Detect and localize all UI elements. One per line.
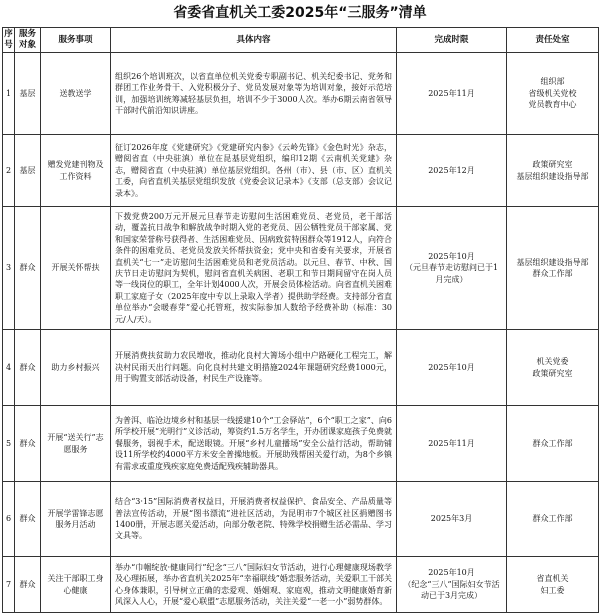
row-target: 群众	[15, 557, 41, 613]
header-target: 服务对象	[15, 28, 41, 53]
row-no: 5	[3, 406, 15, 482]
table-row	[3, 330, 599, 406]
table-row	[3, 406, 599, 482]
header-item: 服务事项	[41, 28, 111, 53]
row-item: 开展关怀帮扶	[41, 207, 111, 330]
row-content: 下拨党费200万元开展元旦春节走访慰问生活困难党员、老党员，老干部活动，覆盖抗日战争和解放战争时期入党的老党员、因公牺牲党员干部家属、党和国家荣誉称号获得者、生活困难党员、因病致贫特困群众等1912人，向符合条件的困难党员、老党员发放关怀帮扶资金；党中央和省委有关要求，开展省直机关“七一”走访慰问生活困难党员和老党员活动。以元旦、春节、中秋、国庆节日走访慰问为契机，慰问省直机关病困、老职工和节日期间留守在岗人员等一线岗位的职工，全年计划4000人次，开展会员体检活动。向省直机关困难职工家庭子女（2025年度中专以上录取入学者）提供助学经费。支持部分省直单位举办“会暖春芽”爱心托管班，按实际参加人数给予经费补助（标准：30元/人/天）。	[111, 207, 397, 330]
service-list-table	[2, 27, 599, 613]
row-item: 送教送学	[41, 53, 111, 135]
row-dept: 政策研究室 基层组织建设指导部	[507, 135, 599, 207]
row-item: 助力乡村振兴	[41, 330, 111, 406]
table-row	[3, 135, 599, 207]
row-no: 7	[3, 557, 15, 613]
header-dept: 责任处室	[507, 28, 599, 53]
row-content: 为普洱、临沧边境乡村和基层一线援建10个“工会驿站”，6个“职工之家”、向6所学校开展“光明行”义诊活动，筹资约1.5万名学生，开办团课家庭孩子免费就餐服务，弱视手术，配送眼镜。开展“乡村儿童播场”安全公益行活动，帮助铺设11所学校约4000平方米安全普操地板。开展助残帮困关爱行动，为8个乡镇有需求或重度残疾家庭免费适配残疾辅助器具。	[111, 406, 397, 482]
row-target: 基层	[15, 135, 41, 207]
table-row	[3, 482, 599, 557]
row-target: 群众	[15, 482, 41, 557]
row-deadline: 2025年3月	[397, 482, 507, 557]
row-dept: 机关党委 政策研究室	[507, 330, 599, 406]
row-dept: 群众工作部	[507, 482, 599, 557]
table-row	[3, 53, 599, 135]
row-no: 3	[3, 207, 15, 330]
row-content: 开展消费扶贫助力农民增收，推动化良村大箐场小组中户路硬化工程完工，解决村民雨天出行问题。向化良村共建文明措施2024年课题研究经费1000元，用于购置支部活动设备，村民生产设施等。	[111, 330, 397, 406]
row-item: 开展学雷锋志愿服务月活动	[41, 482, 111, 557]
row-dept: 省直机关 妇工委	[507, 557, 599, 613]
row-no: 4	[3, 330, 15, 406]
row-no: 6	[3, 482, 15, 557]
header-no: 序号	[3, 28, 15, 53]
table-header-row	[3, 28, 599, 53]
row-deadline: 2025年10月	[397, 330, 507, 406]
row-item: 赠发党建刊物及工作资料	[41, 135, 111, 207]
row-target: 群众	[15, 330, 41, 406]
row-content: 征订2026年度《党建研究》《党建研究内参》《云岭先锋》《金色时光》杂志，赠阅省直（中央驻滇）单位在昆基层党组织，编印12期《云南机关党建》杂志，赠阅省直（中央驻滇）单位基层党组织。各州（市）、县（市、区）直机关工委，向省直机关基层党组织发放《党委会议记录本》《支部（总支部）会议记录本》。	[111, 135, 397, 207]
row-dept: 基层组织建设指导部 群众工作部	[507, 207, 599, 330]
document-title: 省委省直机关工委2025年“三服务”清单	[173, 5, 427, 21]
row-dept: 群众工作部	[507, 406, 599, 482]
row-no: 1	[3, 53, 15, 135]
row-no: 2	[3, 135, 15, 207]
row-item: 关注干部职工身心健康	[41, 557, 111, 613]
row-deadline: 2025年11月	[397, 406, 507, 482]
header-deadline: 完成时限	[397, 28, 507, 53]
row-target: 基层	[15, 53, 41, 135]
row-deadline: 2025年11月	[397, 53, 507, 135]
row-target: 群众	[15, 406, 41, 482]
row-deadline: 2025年10月 （元旦春节走访慰问已于1月完成）	[397, 207, 507, 330]
row-deadline: 2025年12月	[397, 135, 507, 207]
row-content: 结合“3·15”国际消费者权益日，开展消费者权益保护、食品安全、产品质量等普法宣传活动，开展“图书漂流”进社区活动，为昆明市7个城区社区捐赠图书1400册，开展志愿关爱活动，向部分敬老院、特殊学校捐赠生活必需品、学习文具等。	[111, 482, 397, 557]
row-deadline: 2025年10月 （纪念“三八”国际妇女节活动已于3月完成）	[397, 557, 507, 613]
row-item: 开展“送关行”志愿服务	[41, 406, 111, 482]
row-content: 组织26个培训班次，以省直单位机关党委专职副书记、机关纪委书记、党务和群团工作业务骨干、入党积极分子、党员发展对象等为培训对象，接好示范培训，加强培训统筹减轻基层负担，培训不少于3000人次。举办6期云南省领导干部时代前沿知识讲座。	[111, 53, 397, 135]
row-target: 群众	[15, 207, 41, 330]
table-row	[3, 207, 599, 330]
row-content: 举办“巾帼绽放·健康同行”纪念“三八”国际妇女节活动，进行心理健康现场教学及心理拓展，举办省直机关2025年“幸福联线”婚恋服务活动，关爱职工干部关心身体兼职，引导树立正确的恋爱观、婚姻观、家庭观，推动文明健康婚育新风深入人心，开展“爱心联盟”志愿服务活动，关注关爱“一老一小”弱势群体。	[111, 557, 397, 613]
row-dept: 组织部 省级机关党校 党员教育中心	[507, 53, 599, 135]
header-content: 具体内容	[111, 28, 397, 53]
table-row	[3, 557, 599, 613]
